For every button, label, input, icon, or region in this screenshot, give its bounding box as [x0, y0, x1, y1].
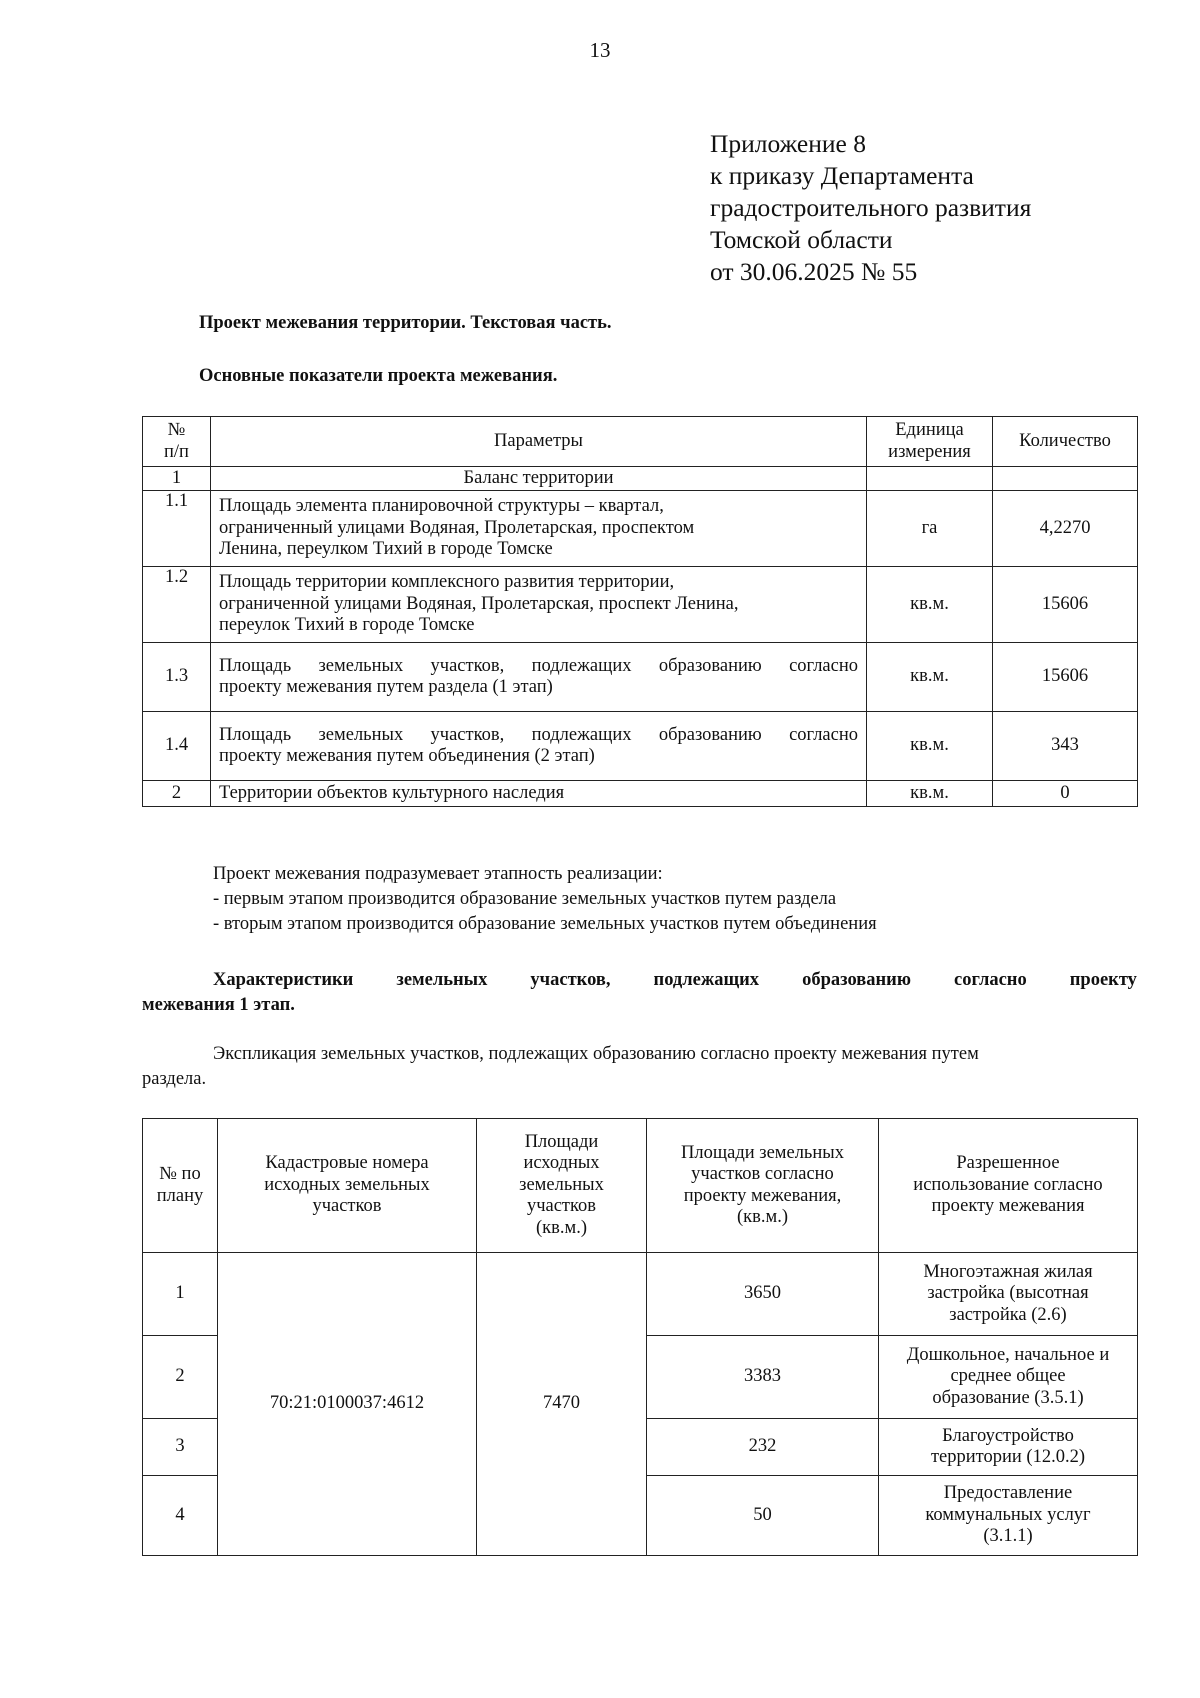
header-text: исходных земельных — [264, 1174, 430, 1195]
param-line: проекту межевания путем объединения (2 этап) — [219, 746, 595, 766]
row-qty: 15606 — [993, 567, 1138, 643]
header-source-area — [477, 1119, 647, 1253]
header-qty: Количество — [993, 417, 1138, 467]
param-line: проекту межевания путем раздела (1 этап) — [219, 677, 553, 697]
usage-line: среднее общее — [950, 1366, 1066, 1387]
row-param: Территории объектов культурного наследия — [211, 781, 867, 807]
row-unit: кв.м. — [867, 712, 993, 781]
appendix-line: от 30.06.2025 № 55 — [710, 257, 918, 286]
header-text: участков согласно — [691, 1164, 834, 1184]
row-usage — [879, 1419, 1138, 1476]
row-area: 50 — [647, 1476, 879, 1556]
table-row — [143, 643, 1138, 712]
usage-line: Предоставление — [943, 1483, 1073, 1504]
table-row — [143, 712, 1138, 781]
param-line: Площадь территории комплексного развития территории, — [219, 572, 675, 593]
row-param — [211, 643, 867, 712]
heading-word: земельных — [396, 970, 488, 990]
document-title: Проект межевания территории. Текстовая часть. — [199, 313, 612, 333]
usage-line: застройка (высотная — [927, 1283, 1089, 1304]
appendix-line: Томской области — [710, 225, 893, 254]
row-num: 2 — [143, 781, 211, 807]
header-param: Параметры — [211, 417, 867, 467]
note-line: - вторым этапом производится образование земельных участков путем объединения — [213, 914, 877, 934]
page-number: 13 — [589, 38, 611, 62]
header-text: № по — [159, 1164, 201, 1184]
header-text: (кв.м.) — [535, 1217, 587, 1238]
appendix-line: Приложение 8 — [710, 129, 866, 158]
param-line: Площадь земельных участков, подлежащих образованию согласно — [219, 724, 858, 745]
row-usage — [879, 1476, 1138, 1556]
param-line: переулок Тихий в городе Томске — [219, 615, 475, 636]
header-text: проекту межевания, — [683, 1185, 842, 1206]
row-param: Баланс территории — [211, 467, 867, 491]
usage-line: территории (12.0.2) — [930, 1447, 1086, 1467]
explication-line: Экспликация земельных участков, подлежащих образованию согласно проекту межевания путем — [213, 1044, 979, 1064]
header-text: № — [167, 420, 186, 440]
heading-word: образованию — [802, 970, 911, 990]
header-num — [143, 417, 211, 467]
header-text: исходных — [523, 1153, 600, 1174]
characteristics-heading — [142, 968, 1137, 1018]
header-text: земельных — [519, 1174, 604, 1195]
heading-line — [142, 968, 1137, 993]
row-qty: 0 — [993, 781, 1138, 807]
appendix-line: градостроительного развития — [710, 193, 1032, 222]
header-text: п/п — [164, 441, 189, 462]
row-usage — [879, 1336, 1138, 1419]
header-text: участков — [526, 1196, 597, 1217]
row-num: 1 — [143, 1253, 218, 1336]
row-unit: кв.м. — [867, 781, 993, 807]
header-text: Площади — [524, 1131, 599, 1152]
row-qty: 15606 — [993, 643, 1138, 712]
header-text: Площади земельных — [681, 1142, 844, 1163]
header-unit — [867, 417, 993, 467]
usage-line: Благоустройство — [942, 1425, 1074, 1446]
usage-line: Многоэтажная жилая — [923, 1261, 1093, 1282]
heading-word: проекту — [1069, 970, 1137, 990]
header-cadastral — [218, 1119, 477, 1253]
header-usage — [879, 1119, 1138, 1253]
note-line: - первым этапом производится образование земельных участков путем раздела — [213, 889, 837, 909]
table-header-row — [143, 1119, 1138, 1253]
row-usage — [879, 1253, 1138, 1336]
table-row — [143, 781, 1138, 807]
row-unit: кв.м. — [867, 567, 993, 643]
explication-text — [142, 1042, 1137, 1092]
table-row — [143, 467, 1138, 491]
heading-line: межевания 1 этап. — [142, 995, 295, 1015]
usage-line: Дошкольное, начальное и — [906, 1344, 1110, 1365]
param-line: Площадь земельных участков, подлежащих образованию согласно — [219, 655, 858, 676]
row-area: 3383 — [647, 1336, 879, 1419]
row-param — [211, 491, 867, 567]
row-unit: кв.м. — [867, 643, 993, 712]
table-header-row — [143, 417, 1138, 467]
row-param — [211, 712, 867, 781]
row-num: 1.4 — [143, 712, 211, 781]
note-line: Проект межевания подразумевает этапность реализации: — [213, 864, 663, 884]
header-text: участков — [312, 1196, 382, 1217]
source-area-value: 7470 — [477, 1253, 647, 1556]
row-num: 4 — [143, 1476, 218, 1556]
usage-line: образование (3.5.1) — [932, 1387, 1084, 1408]
header-text: измерения — [888, 441, 971, 462]
header-num — [143, 1119, 218, 1253]
table-row — [143, 491, 1138, 567]
cadastral-number: 70:21:0100037:4612 — [218, 1253, 477, 1556]
explication-table — [142, 1118, 1138, 1556]
usage-line: (3.1.1) — [983, 1526, 1033, 1547]
row-unit — [867, 467, 993, 491]
row-num: 1.3 — [143, 643, 211, 712]
appendix-line: к приказу Департамента — [710, 161, 974, 190]
heading-word: Характеристики — [213, 970, 354, 990]
row-num: 1.2 — [143, 567, 211, 643]
header-text: проекту межевания — [931, 1196, 1085, 1217]
row-qty: 343 — [993, 712, 1138, 781]
appendix-block — [710, 128, 1031, 288]
header-text: Единица — [895, 420, 964, 440]
header-text: Разрешенное — [956, 1153, 1060, 1174]
header-new-area — [647, 1119, 879, 1253]
row-area: 232 — [647, 1419, 879, 1476]
explication-line: раздела. — [142, 1069, 207, 1089]
param-line: ограниченной улицами Водяная, Пролетарская, проспект Ленина, — [219, 593, 739, 614]
header-text: плану — [156, 1185, 204, 1206]
usage-line: застройка (2.6) — [949, 1304, 1067, 1325]
row-area: 3650 — [647, 1253, 879, 1336]
heading-word: подлежащих — [653, 970, 760, 990]
stages-note — [213, 862, 877, 937]
row-param — [211, 567, 867, 643]
param-line: ограниченный улицами Водяная, Пролетарская, проспектом — [219, 517, 695, 538]
table-row — [143, 1253, 1138, 1336]
param-line: Ленина, переулком Тихий в городе Томске — [219, 539, 553, 560]
header-text: использование согласно — [913, 1174, 1103, 1195]
row-qty — [993, 467, 1138, 491]
header-text: Кадастровые номера — [265, 1153, 429, 1174]
heading-word: участков, — [530, 970, 611, 990]
row-num: 1 — [143, 467, 211, 491]
row-num: 1.1 — [143, 491, 211, 567]
usage-line: коммунальных услуг — [925, 1504, 1091, 1525]
table-title: Основные показатели проекта межевания. — [199, 366, 558, 386]
row-num: 2 — [143, 1336, 218, 1419]
row-qty: 4,2270 — [993, 491, 1138, 567]
row-num: 3 — [143, 1419, 218, 1476]
heading-word: согласно — [954, 970, 1027, 990]
table-row — [143, 567, 1138, 643]
row-unit: га — [867, 491, 993, 567]
header-text: (кв.м.) — [736, 1207, 788, 1227]
param-line: Площадь элемента планировочной структуры – квартал, — [219, 496, 664, 517]
main-indicators-table — [142, 416, 1138, 807]
